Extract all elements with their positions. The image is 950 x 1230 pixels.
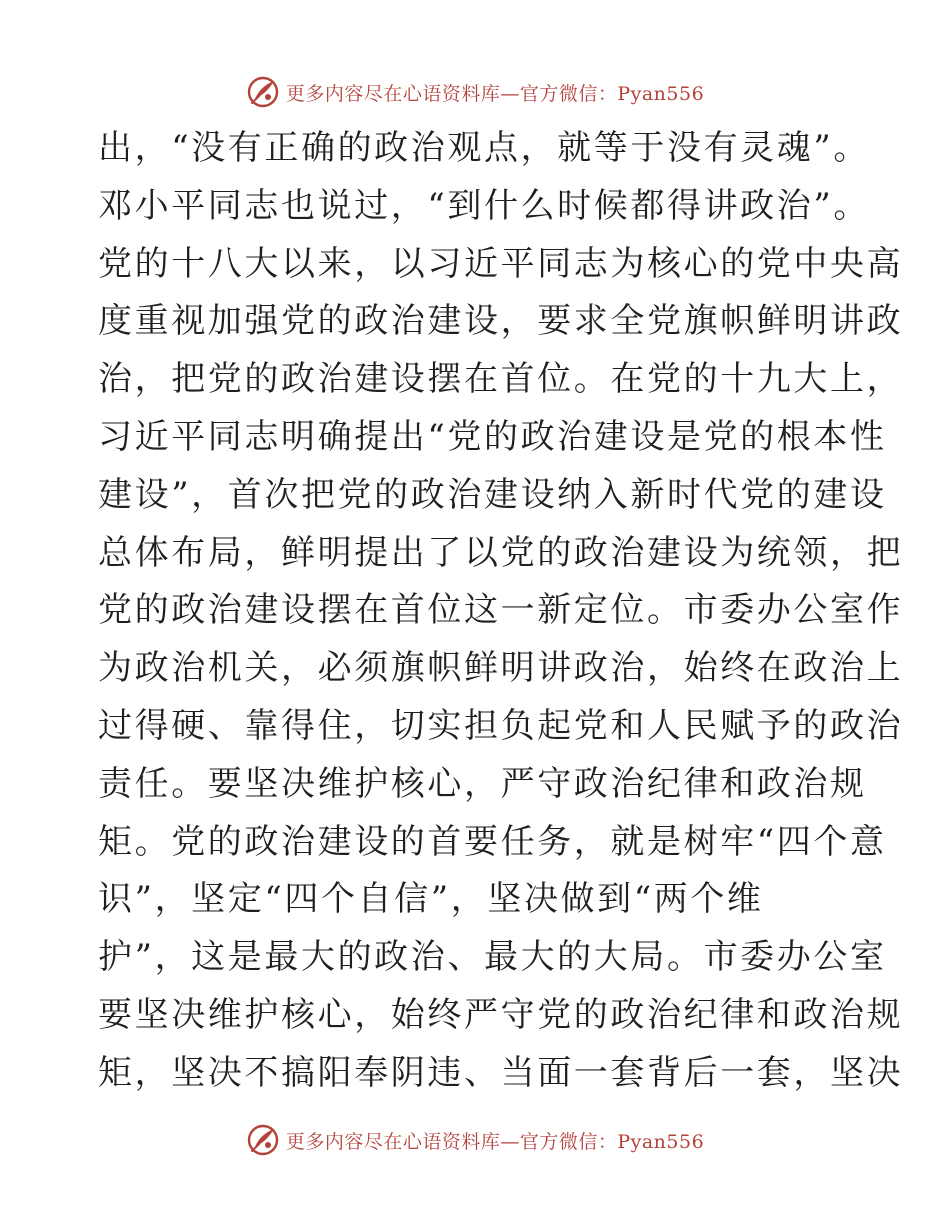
- feather-quill-logo-icon: [246, 75, 280, 109]
- text-line: 治，把党的政治建设摆在首位。在党的十九大上，: [98, 359, 904, 400]
- header-watermark: [0, 72, 950, 112]
- text-line: 党的十八大以来，以习近平同志为核心的党中央高: [98, 243, 904, 284]
- feather-quill-logo-icon: [246, 1123, 280, 1157]
- text-line: 出，“没有正确的政治观点，就等于没有灵魂”。: [98, 128, 870, 168]
- footer-watermark: [0, 1120, 950, 1160]
- text-line: 识”，坚定“四个自信”，坚决做到“两个维: [98, 879, 764, 920]
- text-line: 总体布局，鲜明提出了以党的政治建设为统领，把: [98, 532, 904, 573]
- text-line: 度重视加强党的政治建设，要求全党旗帜鲜明讲政: [98, 301, 904, 342]
- watermark-text: 更多内容尽在心语资料库—官方微信：Pyan556: [285, 1130, 705, 1153]
- watermark-text: 更多内容尽在心语资料库—官方微信：Pyan556: [285, 82, 705, 105]
- text-line: 过得硬、靠得住，切实担负起党和人民赋予的政治: [98, 705, 904, 746]
- text-line: 邓小平同志也说过，“到什么时候都得讲政治”。: [98, 185, 870, 226]
- text-line: 要坚决维护核心，始终严守党的政治纪律和政治规: [98, 994, 904, 1035]
- text-line: 责任。要坚决维护核心，严守政治纪律和政治规: [98, 763, 867, 804]
- text-line: 为政治机关，必须旗帜鲜明讲政治，始终在政治上: [98, 648, 904, 689]
- text-line: 矩，坚决不搞阳奉阴违、当面一套背后一套，坚决: [98, 1052, 904, 1093]
- text-line: 党的政治建设摆在首位这一新定位。市委办公室作: [98, 590, 904, 631]
- text-line: 护”，这是最大的政治、最大的大局。市委办公室: [98, 937, 887, 978]
- text-line: 矩。党的政治建设的首要任务，就是树牢“四个意: [98, 821, 887, 862]
- text-line: 习近平同志明确提出“党的政治建设是党的根本性: [98, 416, 887, 457]
- document-body: [98, 120, 904, 1103]
- text-line: 建设”，首次把党的政治建设纳入新时代党的建设: [98, 474, 887, 515]
